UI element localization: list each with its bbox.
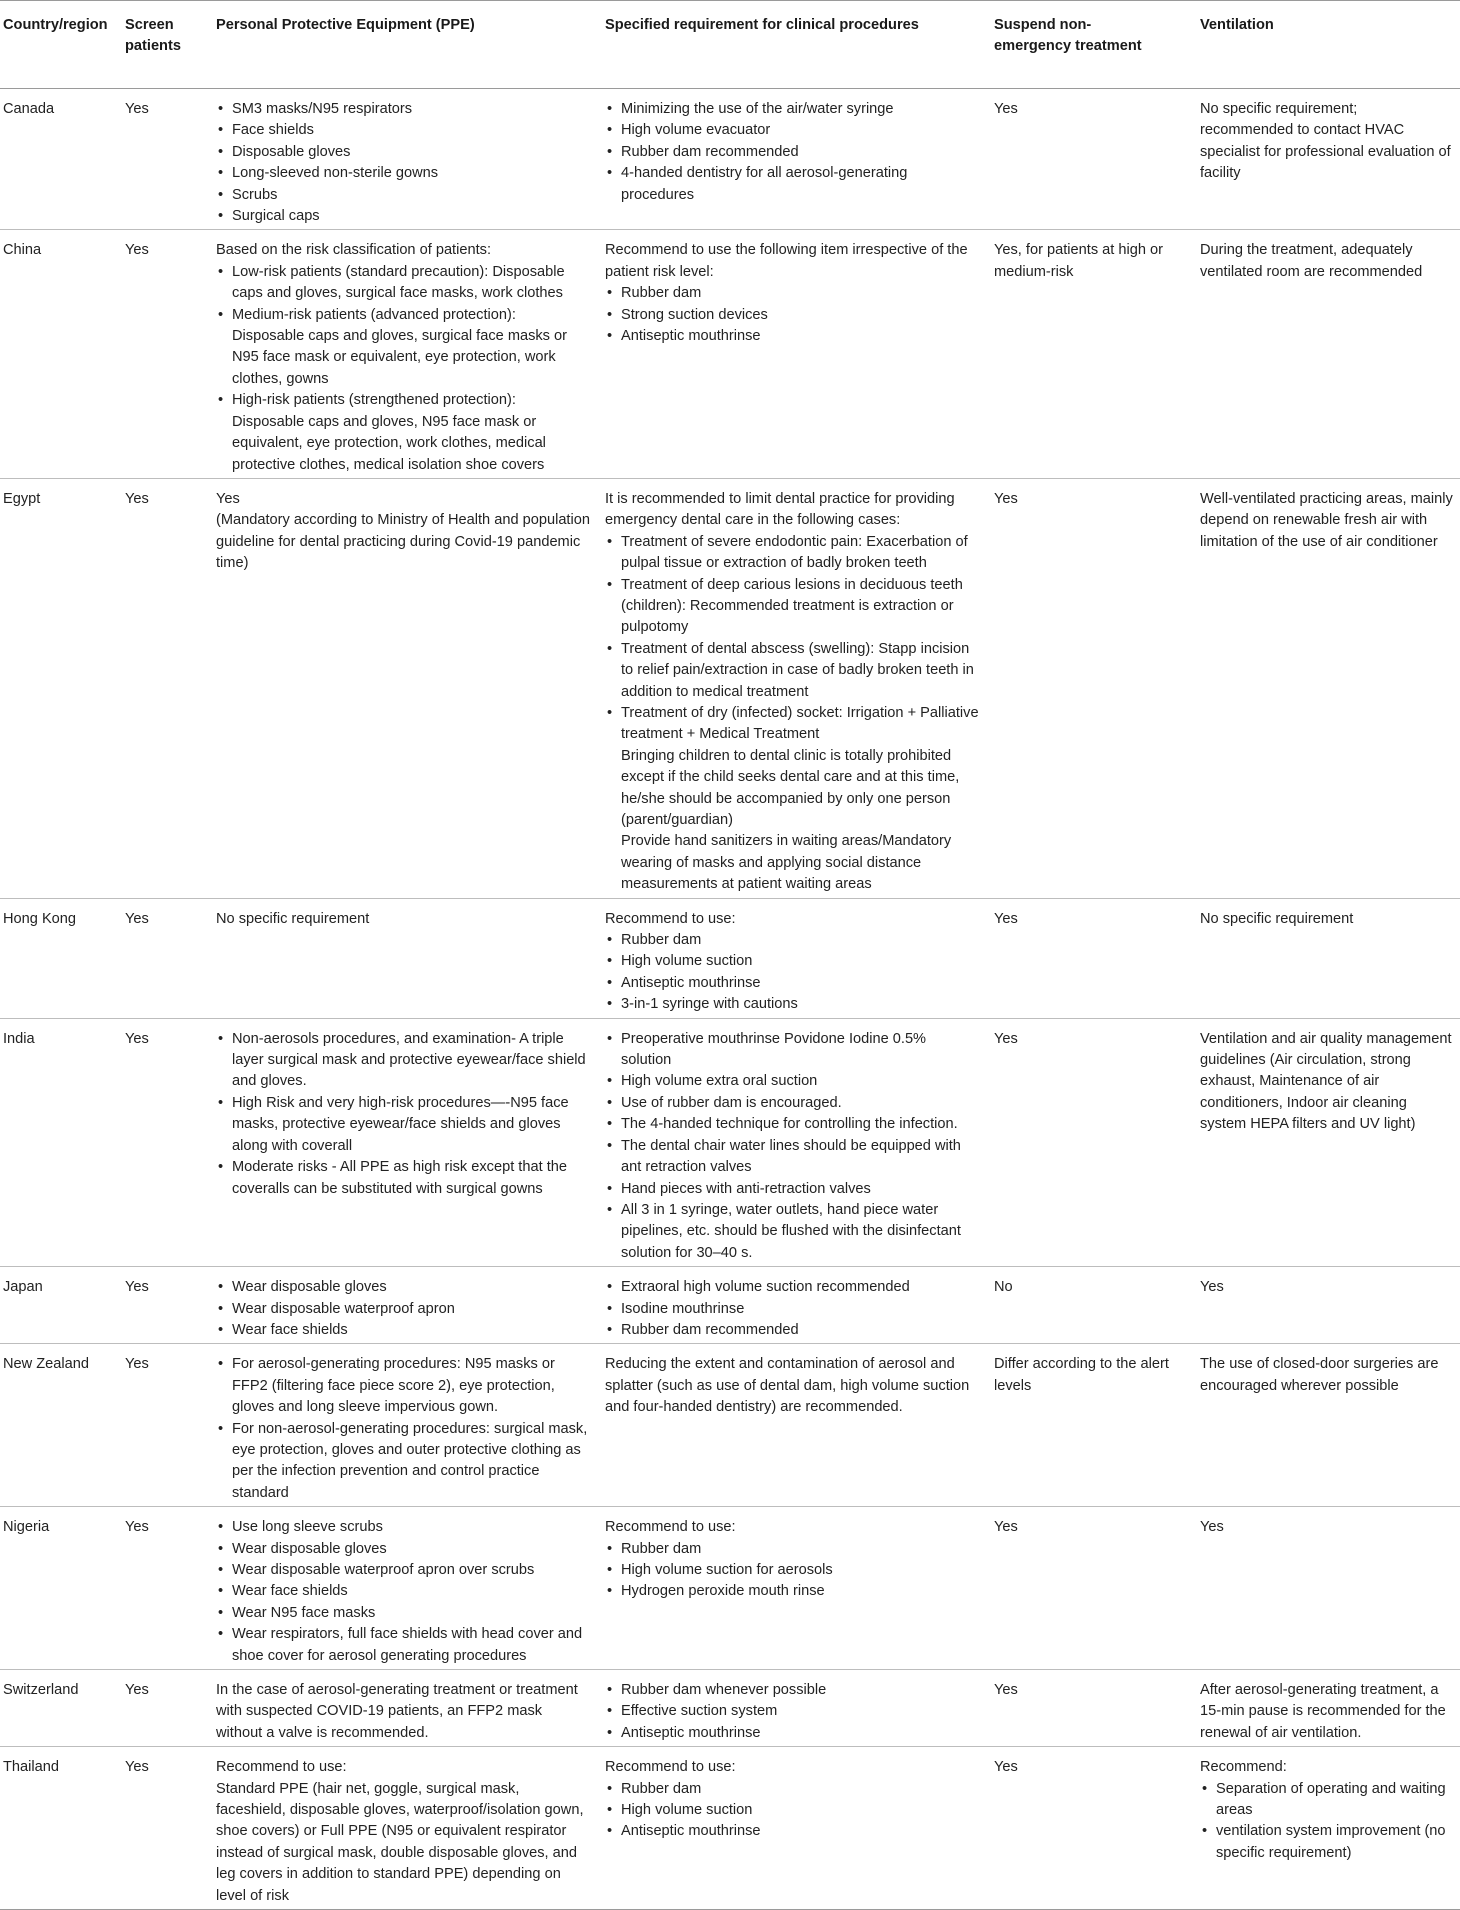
- screen-cell: Yes: [125, 101, 149, 117]
- clinical-cell: [605, 898, 994, 1018]
- ventilation-list: [1200, 1779, 1454, 1865]
- clinical-list: [605, 1029, 980, 1264]
- ppe-text: Yes: [216, 490, 240, 507]
- country-cell: New Zealand: [3, 1356, 89, 1373]
- ventilation-text: No specific requirement: [1200, 910, 1354, 927]
- suspend-cell: Yes: [994, 101, 1018, 117]
- list-item: • Rubber dam: [605, 930, 980, 951]
- list-item: • Disposable gloves: [216, 142, 591, 163]
- suspend-cell: Yes: [994, 490, 1018, 507]
- ventilation-text: The use of closed-door surgeries are encouraged wherever possible: [1200, 1356, 1439, 1394]
- ppe-cell: [216, 230, 605, 478]
- list-item: • High volume suction: [605, 951, 980, 972]
- clinical-note: Bringing children to dental clinic is totally prohibited except if the child seeks dental care and at this time, he/she should be accompanied by only one person (parent/guardian): [621, 747, 960, 828]
- list-item: • Treatment of severe endodontic pain: Exacerbation of pulpal tissue or extraction of badly broken teeth: [605, 532, 980, 575]
- list-item: • SM3 masks/N95 respirators: [216, 99, 591, 120]
- suspend-cell: Yes: [994, 1030, 1018, 1047]
- screen-cell: Yes: [125, 1030, 149, 1047]
- table-row: [0, 1018, 1460, 1266]
- list-item: • Surgical caps: [216, 206, 591, 227]
- ventilation-cell: [1200, 1344, 1460, 1507]
- list-item: • Rubber dam recommended: [605, 1320, 980, 1341]
- header-suspend: Suspend non-emergency treatment: [994, 17, 1142, 55]
- clinical-text: Recommend to use:: [605, 1759, 736, 1776]
- clinical-list: [605, 532, 980, 746]
- ppe-text: (Mandatory according to Ministry of Health and population guideline for dental practicing during Covid-19 pandemic time): [216, 512, 590, 572]
- list-item: • Moderate risks - All PPE as high risk except that the coveralls can be substituted with surgical gowns: [216, 1157, 591, 1200]
- clinical-note: Provide hand sanitizers in waiting areas/Mandatory wearing of masks and applying social distance measurements at patient waiting areas: [621, 833, 952, 893]
- clinical-cell: [605, 1747, 994, 1910]
- ventilation-cell: [1200, 898, 1460, 1018]
- list-item: • Rubber dam recommended: [605, 142, 980, 163]
- ventilation-cell: [1200, 1507, 1460, 1670]
- screen-cell: Yes: [125, 242, 149, 259]
- list-item: • Effective suction system: [605, 1701, 980, 1722]
- clinical-cell: [605, 1267, 994, 1344]
- table-row: [0, 230, 1460, 478]
- clinical-cell: [605, 1507, 994, 1670]
- ppe-cell: [216, 898, 605, 1018]
- ventilation-text: No specific requirement; recommended to contact HVAC specialist for professional evaluation of facility: [1200, 101, 1451, 182]
- list-item: • Separation of operating and waiting areas: [1200, 1779, 1454, 1822]
- list-item: • Scrubs: [216, 185, 591, 206]
- ppe-text: Based on the risk classification of patients:: [216, 242, 491, 259]
- ppe-cell: [216, 1670, 605, 1747]
- list-item: • High volume extra oral suction: [605, 1071, 980, 1092]
- screen-cell: Yes: [125, 490, 149, 507]
- list-item: • Minimizing the use of the air/water syringe: [605, 99, 980, 120]
- list-item: • For non-aerosol-generating procedures: surgical mask, eye protection, gloves and outer protective clothing as per the infection prevention and control practice standard: [216, 1419, 591, 1505]
- table-row: [0, 478, 1460, 898]
- list-item: • 3-in-1 syringe with cautions: [605, 994, 980, 1015]
- header-ppe: Personal Protective Equipment (PPE): [216, 17, 475, 33]
- country-cell: China: [3, 242, 42, 259]
- ventilation-text: Recommend:: [1200, 1759, 1287, 1776]
- suspend-cell: Yes: [994, 1519, 1018, 1536]
- header-clinical: Specified requirement for clinical procedures: [605, 17, 919, 33]
- list-item: • Antiseptic mouthrinse: [605, 326, 980, 347]
- list-item: • Hand pieces with anti-retraction valves: [605, 1179, 980, 1200]
- ventilation-text: Yes: [1200, 1519, 1224, 1536]
- clinical-text: Recommend to use:: [605, 1519, 736, 1536]
- suspend-cell: Yes: [994, 1682, 1018, 1699]
- list-item: • Preoperative mouthrinse Povidone Iodine 0.5% solution: [605, 1029, 980, 1072]
- ppe-text: No specific requirement: [216, 910, 370, 927]
- clinical-cell: [605, 1670, 994, 1747]
- list-item: • Rubber dam whenever possible: [605, 1680, 980, 1701]
- list-item: • Wear respirators, full face shields with head cover and shoe cover for aerosol generating procedures: [216, 1624, 591, 1667]
- header-ventilation: Ventilation: [1200, 17, 1274, 33]
- country-cell: Switzerland: [3, 1682, 79, 1699]
- clinical-text: Reducing the extent and contamination of aerosol and splatter (such as use of dental dam, high volume suction and four-handed dentistry) are recommended.: [605, 1356, 970, 1416]
- ventilation-cell: [1200, 230, 1460, 478]
- screen-cell: Yes: [125, 1759, 149, 1776]
- list-item: • Treatment of deep carious lesions in deciduous teeth (children): Recommended treatment is extraction or pulpotomy: [605, 575, 980, 639]
- list-item: • Wear disposable gloves: [216, 1539, 591, 1560]
- clinical-list: [605, 1779, 980, 1843]
- list-item: • Wear N95 face masks: [216, 1603, 591, 1624]
- ventilation-text: Well-ventilated practicing areas, mainly depend on renewable fresh air with limitation of the use of air conditioner: [1200, 490, 1453, 550]
- list-item: • Extraoral high volume suction recommended: [605, 1277, 980, 1298]
- ventilation-text: Ventilation and air quality management guidelines (Air circulation, strong exhaust, Maintenance of air conditioners, Indoor air cleaning system HEPA filters and UV light): [1200, 1030, 1452, 1133]
- clinical-text: It is recommended to limit dental practice for providing emergency dental care in the following cases:: [605, 490, 955, 529]
- list-item: • Rubber dam: [605, 1779, 980, 1800]
- list-item: • High volume suction: [605, 1800, 980, 1821]
- list-item: • Face shields: [216, 120, 591, 141]
- clinical-list: [605, 99, 980, 206]
- country-cell: Nigeria: [3, 1519, 50, 1536]
- list-item: • Wear disposable gloves: [216, 1277, 591, 1298]
- list-item: • Treatment of dry (infected) socket: Irrigation + Palliative treatment + Medical Treatment: [605, 703, 980, 746]
- list-item: • Wear disposable waterproof apron: [216, 1299, 591, 1320]
- list-item: • Wear disposable waterproof apron over scrubs: [216, 1560, 591, 1581]
- clinical-text: Recommend to use:: [605, 910, 736, 927]
- ppe-cell: [216, 478, 605, 898]
- ppe-list: [216, 99, 591, 227]
- country-cell: Canada: [3, 101, 55, 117]
- list-item: • High Risk and very high-risk procedures—-N95 face masks, protective eyewear/face shields and gloves along with coverall: [216, 1093, 591, 1157]
- list-item: • Isodine mouthrinse: [605, 1299, 980, 1320]
- list-item: • High volume evacuator: [605, 120, 980, 141]
- screen-cell: Yes: [125, 1519, 149, 1536]
- ventilation-text: During the treatment, adequately ventilated room are recommended: [1200, 242, 1423, 280]
- suspend-cell: No: [994, 1279, 1013, 1296]
- list-item: • 4-handed dentistry for all aerosol-generating procedures: [605, 163, 980, 206]
- ventilation-cell: [1200, 1747, 1460, 1910]
- screen-cell: Yes: [125, 1279, 149, 1296]
- clinical-cell: [605, 89, 994, 230]
- ppe-cell: [216, 89, 605, 230]
- suspend-cell: Differ according to the alert levels: [994, 1356, 1169, 1394]
- screen-cell: Yes: [125, 1682, 149, 1699]
- list-item: • Wear face shields: [216, 1581, 591, 1602]
- list-item: • Treatment of dental abscess (swelling): Stapp incision to relief pain/extraction in case of badly broken teeth in addition to medical treatment: [605, 639, 980, 703]
- list-item: • Rubber dam: [605, 1539, 980, 1560]
- list-item: • Medium-risk patients (advanced protection): Disposable caps and gloves, surgical face masks or N95 face mask or equivalent, eye protection, work clothes, gowns: [216, 305, 591, 391]
- list-item: • Non-aerosols procedures, and examination- A triple layer surgical mask and protective eyewear/face shield and gloves.: [216, 1029, 591, 1093]
- ppe-list: [216, 262, 591, 476]
- ppe-list: [216, 1029, 591, 1200]
- list-item: • Antiseptic mouthrinse: [605, 1723, 980, 1744]
- list-item: • Rubber dam: [605, 283, 980, 304]
- country-cell: Hong Kong: [3, 910, 77, 927]
- list-item: • Hydrogen peroxide mouth rinse: [605, 1581, 980, 1602]
- clinical-cell: [605, 478, 994, 898]
- ventilation-cell: [1200, 89, 1460, 230]
- ppe-cell: [216, 1267, 605, 1344]
- country-cell: Egypt: [3, 490, 41, 507]
- country-cell: Thailand: [3, 1759, 59, 1776]
- clinical-cell: [605, 1344, 994, 1507]
- list-item: • For aerosol-generating procedures: N95 masks or FFP2 (filtering face piece score 2), eye protection, gloves and long sleeve impervious gown.: [216, 1354, 591, 1418]
- list-item: • The dental chair water lines should be equipped with ant retraction valves: [605, 1136, 980, 1179]
- ppe-cell: [216, 1507, 605, 1670]
- ppe-cell: [216, 1747, 605, 1910]
- header-row: [0, 1, 1460, 89]
- clinical-text: Recommend to use the following item irrespective of the patient risk level:: [605, 242, 968, 280]
- ppe-text: In the case of aerosol-generating treatment or treatment with suspected COVID-19 patients, an FFP2 mask without a valve is recommended.: [216, 1682, 578, 1741]
- ventilation-cell: [1200, 1018, 1460, 1266]
- screen-cell: Yes: [125, 910, 149, 927]
- country-cell: Japan: [3, 1279, 43, 1296]
- ventilation-text: Yes: [1200, 1279, 1224, 1296]
- suspend-cell: Yes: [994, 1759, 1018, 1776]
- ppe-cell: [216, 1344, 605, 1507]
- country-cell: India: [3, 1030, 35, 1047]
- clinical-list: [605, 1680, 980, 1744]
- list-item: • High volume suction for aerosols: [605, 1560, 980, 1581]
- ppe-cell: [216, 1018, 605, 1266]
- header-screen: Screen patients: [125, 17, 181, 55]
- ppe-list: [216, 1517, 591, 1667]
- list-item: • Wear face shields: [216, 1320, 591, 1341]
- ppe-list: [216, 1354, 591, 1504]
- ventilation-cell: [1200, 1267, 1460, 1344]
- ventilation-text: After aerosol-generating treatment, a 15-min pause is recommended for the renewal of air ventilation.: [1200, 1682, 1446, 1741]
- list-item: • Antiseptic mouthrinse: [605, 973, 980, 994]
- table-row: [0, 1344, 1460, 1507]
- clinical-list: [605, 930, 980, 1016]
- table-row: [0, 89, 1460, 230]
- ppe-text: Standard PPE (hair net, goggle, surgical mask, faceshield, disposable gloves, waterproof/isolation gown, shoe covers) or Full PPE (N95 or equivalent respirator instead of surgical mask, double disposable gloves, and leg covers in addition to standard PPE) depending on level of risk: [216, 1780, 584, 1904]
- list-item: • The 4-handed technique for controlling the infection.: [605, 1114, 980, 1135]
- list-item: • High-risk patients (strengthened protection): Disposable caps and gloves, N95 face mask or equivalent, eye protection, work clothes, medical protective clothes, medical isolation shoe covers: [216, 390, 591, 476]
- ventilation-cell: [1200, 478, 1460, 898]
- clinical-list: [605, 283, 980, 347]
- list-item: • Long-sleeved non-sterile gowns: [216, 163, 591, 184]
- table-row: [0, 1747, 1460, 1910]
- table-row: [0, 1507, 1460, 1670]
- table-row: [0, 1670, 1460, 1747]
- list-item: • Low-risk patients (standard precaution): Disposable caps and gloves, surgical face masks, work clothes: [216, 262, 591, 305]
- ppe-text: Recommend to use:: [216, 1759, 347, 1776]
- suspend-cell: Yes, for patients at high or medium-risk: [994, 242, 1164, 280]
- clinical-cell: [605, 230, 994, 478]
- list-item: • Antiseptic mouthrinse: [605, 1821, 980, 1842]
- table-row: [0, 898, 1460, 1018]
- clinical-list: [605, 1539, 980, 1603]
- list-item: • Use of rubber dam is encouraged.: [605, 1093, 980, 1114]
- list-item: • All 3 in 1 syringe, water outlets, hand piece water pipelines, etc. should be flushed with the disinfectant solution for 30–40 s.: [605, 1200, 980, 1264]
- suspend-cell: Yes: [994, 910, 1018, 927]
- list-item: • ventilation system improvement (no specific requirement): [1200, 1821, 1454, 1864]
- screen-cell: Yes: [125, 1356, 149, 1373]
- list-item: • Use long sleeve scrubs: [216, 1517, 591, 1538]
- clinical-cell: [605, 1018, 994, 1266]
- ventilation-cell: [1200, 1670, 1460, 1747]
- ppe-list: [216, 1277, 591, 1341]
- header-country: Country/region: [3, 17, 108, 33]
- list-item: • Strong suction devices: [605, 305, 980, 326]
- table-row: [0, 1267, 1460, 1344]
- clinical-list: [605, 1277, 980, 1341]
